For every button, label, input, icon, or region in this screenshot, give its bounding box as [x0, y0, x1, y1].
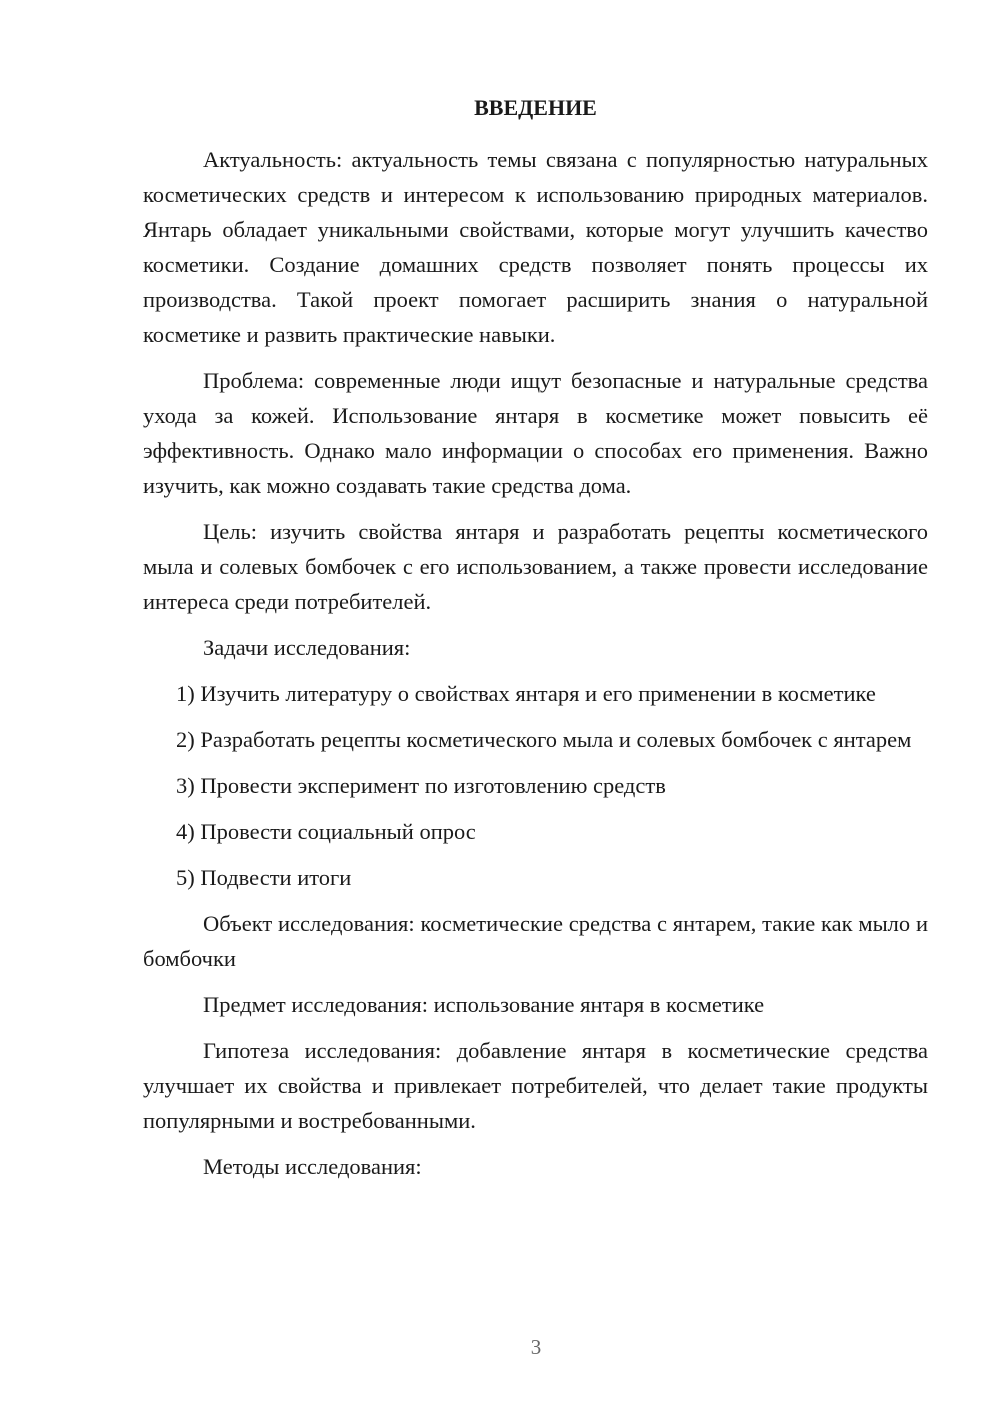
document-page — [143, 90, 928, 1195]
task-item-1: 1) Изучить литературу о свойствах янтаря и его применении в косметике — [176, 681, 876, 706]
task-item-2: 2) Разработать рецепты косметического мыла и солевых бомбочек с янтарем — [176, 727, 912, 752]
subject-paragraph: Предмет исследования: использование янтаря в косметике — [203, 992, 765, 1017]
object-paragraph: Объект исследования: косметические средства с янтарем, такие как мыло и бомбочки — [143, 911, 928, 971]
task-item-5: 5) Подвести итоги — [176, 865, 352, 890]
task-item-3: 3) Провести эксперимент по изготовлению средств — [176, 773, 666, 798]
problem-paragraph: Проблема: современные люди ищут безопасные и натуральные средства ухода за кожей. Использование янтаря в косметике может повысить её эффективность. Однако мало информации о способах его применения. Важно изучить, как можно создавать такие средства дома. — [143, 368, 928, 498]
tasks-heading: Задачи исследования: — [203, 635, 411, 660]
page-number: 3 — [530, 1335, 542, 1359]
task-item-4: 4) Провести социальный опрос — [176, 819, 476, 844]
hypothesis-paragraph: Гипотеза исследования: добавление янтаря в косметические средства улучшает их свойства и привлекает потребителей, что делает такие продукты популярными и востребованными. — [143, 1038, 928, 1133]
goal-paragraph: Цель: изучить свойства янтаря и разработать рецепты косметического мыла и солевых бомбочек с его использованием, а также провести исследование интереса среди потребителей. — [143, 519, 928, 614]
methods-heading: Методы исследования: — [203, 1154, 422, 1179]
section-heading: ВВЕДЕНИЕ — [474, 95, 597, 120]
relevance-paragraph: Актуальность: актуальность темы связана с популярностью натуральных косметических средств и интересом к использованию природных материалов. Янтарь обладает уникальными свойствами, которые могут улучшить качество косметики. Создание домашних средств позволяет понять процессы их производства. Такой проект помогает расширить знания о натуральной косметике и развить практические навыки. — [143, 147, 928, 347]
